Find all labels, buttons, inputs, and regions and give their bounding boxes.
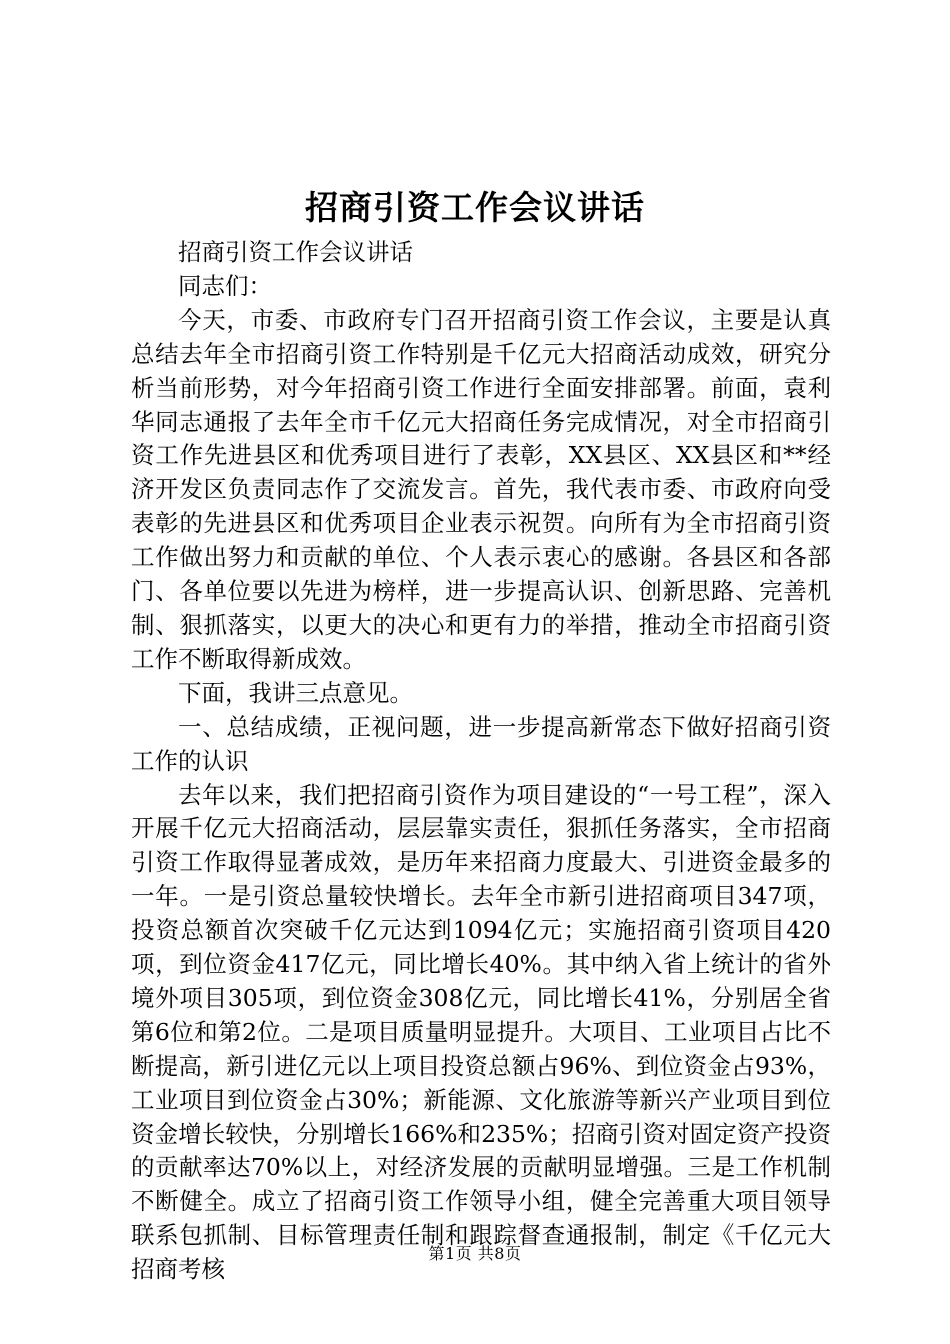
paragraph-salutation: 同志们： (178, 271, 272, 300)
paragraph-outline: 下面，我讲三点意见。 (178, 678, 413, 707)
paragraph-opening: 今天，市委、市政府专门召开招商引资工作会议，主要是认真总结去年全市招商引资工作特别是千亿元大招商活动成效，研究分析当前形势，对今年招商引资工作进行全面安排部署。前面，袁利华同志通报了去年全市千亿元大招商任务完成情况，对全市招商引资工作先进县区和优秀项目进行了表彰，XX县区、XX县区和**经济开发区负责同志作了交流发言。首先，我代表市委、市政府向受表彰的先进县区和优秀项目企业表示祝贺。向所有为全市招商引资工作做出努力和贡献的单位、个人表示衷心的感谢。各县区和各部门、各单位要以先进为榜样，进一步提高认识、创新思路、完善机制、狠抓落实，以更大的决心和更有力的举措，推动全市招商引资工作不断取得新成效。 (131, 305, 831, 673)
page-footer: 第1页 共8页 (428, 1244, 522, 1263)
paragraph-subtitle: 招商引资工作会议讲话 (178, 238, 413, 266)
document-title: 招商引资工作会议讲话 (305, 188, 645, 227)
paragraph-achievements: 去年以来，我们把招商引资作为项目建设的“一号工程”，深入开展千亿元大招商活动，层层靠实责任，狠抓任务落实，全市招商引资工作取得显著成效，是历年来招商力度最大、引进资金最多的一年。一是引资总量较快增长。去年全市新引进招商项目347项，投资总额首次突破千亿元达到1094亿元；实施招商引资项目420项，到位资金417亿元，同比增长40%。其中纳入省上统计的省外境外项目305项，到位资金308亿元，同比增长41%，分别居全省第6位和第2位。二是项目质量明显提升。大项目、工业项目占比不断提高，新引进亿元以上项目投资总额占96%、到位资金占93%，工业项目到位资金占30%；新能源、文化旅游等新兴产业项目到位资金增长较快，分别增长166%和235%；招商引资对固定资产投资的贡献率达70%以上，对经济发展的贡献明显增强。三是工作机制不断健全。成立了招商引资工作领导小组，健全完善重大项目领导联系包抓制、目标管理责任制和跟踪督查通报制，制定《千亿元大招商考核 (131, 780, 831, 1284)
document-body (131, 236, 831, 1287)
section-heading-1: 一、总结成绩，正视问题，进一步提高新常态下做好招商引资工作的认识 (131, 712, 831, 775)
